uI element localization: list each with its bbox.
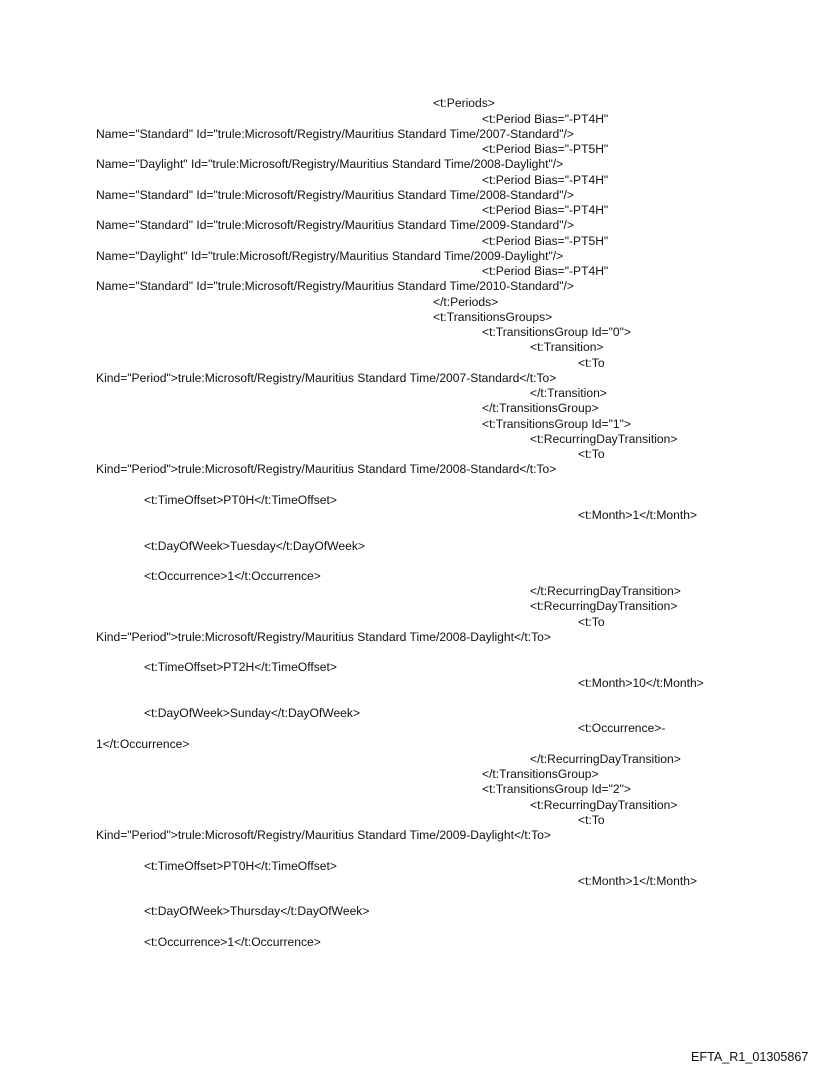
- xml-line: <t:Occurrence>1</t:Occurrence>: [144, 569, 321, 583]
- xml-line: <t:Occurrence>1</t:Occurrence>: [144, 935, 321, 949]
- xml-line: </t:RecurringDayTransition>: [530, 752, 681, 766]
- xml-line: <t:Periods>: [433, 96, 495, 110]
- xml-line: <t:RecurringDayTransition>: [530, 432, 678, 446]
- xml-line: <t:TimeOffset>PT2H</t:TimeOffset>: [144, 660, 337, 674]
- xml-line: <t:Period Bias="-PT5H": [482, 234, 609, 248]
- xml-line: <t:Period Bias="-PT4H": [482, 203, 609, 217]
- xml-line: <t:Period Bias="-PT4H": [482, 173, 609, 187]
- xml-line: Kind="Period">trule:Microsoft/Registry/Mauritius Standard Time/2009-Daylight</t:To>: [96, 828, 551, 842]
- xml-line: </t:RecurringDayTransition>: [530, 584, 681, 598]
- xml-line: <t:To: [578, 356, 605, 370]
- xml-line: <t:Period Bias="-PT4H": [482, 112, 609, 126]
- xml-line: Name="Daylight" Id="trule:Microsoft/Registry/Mauritius Standard Time/2008-Daylight"/>: [96, 157, 564, 171]
- xml-line: </t:TransitionsGroup>: [482, 401, 599, 415]
- xml-line: Name="Daylight" Id="trule:Microsoft/Registry/Mauritius Standard Time/2009-Daylight"/>: [96, 249, 564, 263]
- xml-line: Kind="Period">trule:Microsoft/Registry/Mauritius Standard Time/2008-Daylight</t:To>: [96, 630, 551, 644]
- xml-line: <t:Occurrence>-: [578, 721, 666, 735]
- xml-line: 1</t:Occurrence>: [96, 737, 190, 751]
- xml-line: <t:Month>1</t:Month>: [578, 874, 698, 888]
- xml-line: <t:Month>1</t:Month>: [578, 508, 698, 522]
- xml-line: <t:TransitionsGroups>: [433, 310, 553, 324]
- xml-line: Kind="Period">trule:Microsoft/Registry/Mauritius Standard Time/2008-Standard</t:To>: [96, 462, 557, 476]
- xml-line: Kind="Period">trule:Microsoft/Registry/Mauritius Standard Time/2007-Standard</t:To>: [96, 371, 557, 385]
- xml-line: <t:To: [578, 615, 605, 629]
- xml-line: Name="Standard" Id="trule:Microsoft/Registry/Mauritius Standard Time/2008-Standard"/>: [96, 188, 574, 202]
- xml-line: <t:TransitionsGroup Id="0">: [482, 325, 631, 339]
- xml-line: </t:Transition>: [530, 386, 607, 400]
- xml-line: <t:DayOfWeek>Sunday</t:DayOfWeek>: [144, 706, 361, 720]
- xml-line: <t:DayOfWeek>Thursday</t:DayOfWeek>: [144, 904, 370, 918]
- xml-line: <t:Period Bias="-PT5H": [482, 142, 609, 156]
- xml-line: Name="Standard" Id="trule:Microsoft/Registry/Mauritius Standard Time/2007-Standard"/>: [96, 127, 574, 141]
- xml-line: <t:TransitionsGroup Id="1">: [482, 417, 631, 431]
- xml-line: <t:DayOfWeek>Tuesday</t:DayOfWeek>: [144, 539, 365, 553]
- xml-line: <t:To: [578, 447, 605, 461]
- xml-line: </t:Periods>: [433, 295, 499, 309]
- xml-line: <t:Transition>: [530, 340, 604, 354]
- document-id-footer: EFTA_R1_01305867: [691, 1050, 809, 1064]
- xml-line: Name="Standard" Id="trule:Microsoft/Registry/Mauritius Standard Time/2010-Standard"/>: [96, 279, 574, 293]
- xml-line: Name="Standard" Id="trule:Microsoft/Registry/Mauritius Standard Time/2009-Standard"/>: [96, 218, 574, 232]
- xml-line: <t:TimeOffset>PT0H</t:TimeOffset>: [144, 493, 337, 507]
- xml-line: <t:To: [578, 813, 605, 827]
- xml-line: <t:Period Bias="-PT4H": [482, 264, 609, 278]
- xml-line: <t:RecurringDayTransition>: [530, 599, 678, 613]
- xml-line: <t:Month>10</t:Month>: [578, 676, 704, 690]
- xml-line: <t:TimeOffset>PT0H</t:TimeOffset>: [144, 859, 337, 873]
- xml-line: </t:TransitionsGroup>: [482, 767, 599, 781]
- xml-line: <t:TransitionsGroup Id="2">: [482, 782, 631, 796]
- xml-line: <t:RecurringDayTransition>: [530, 798, 678, 812]
